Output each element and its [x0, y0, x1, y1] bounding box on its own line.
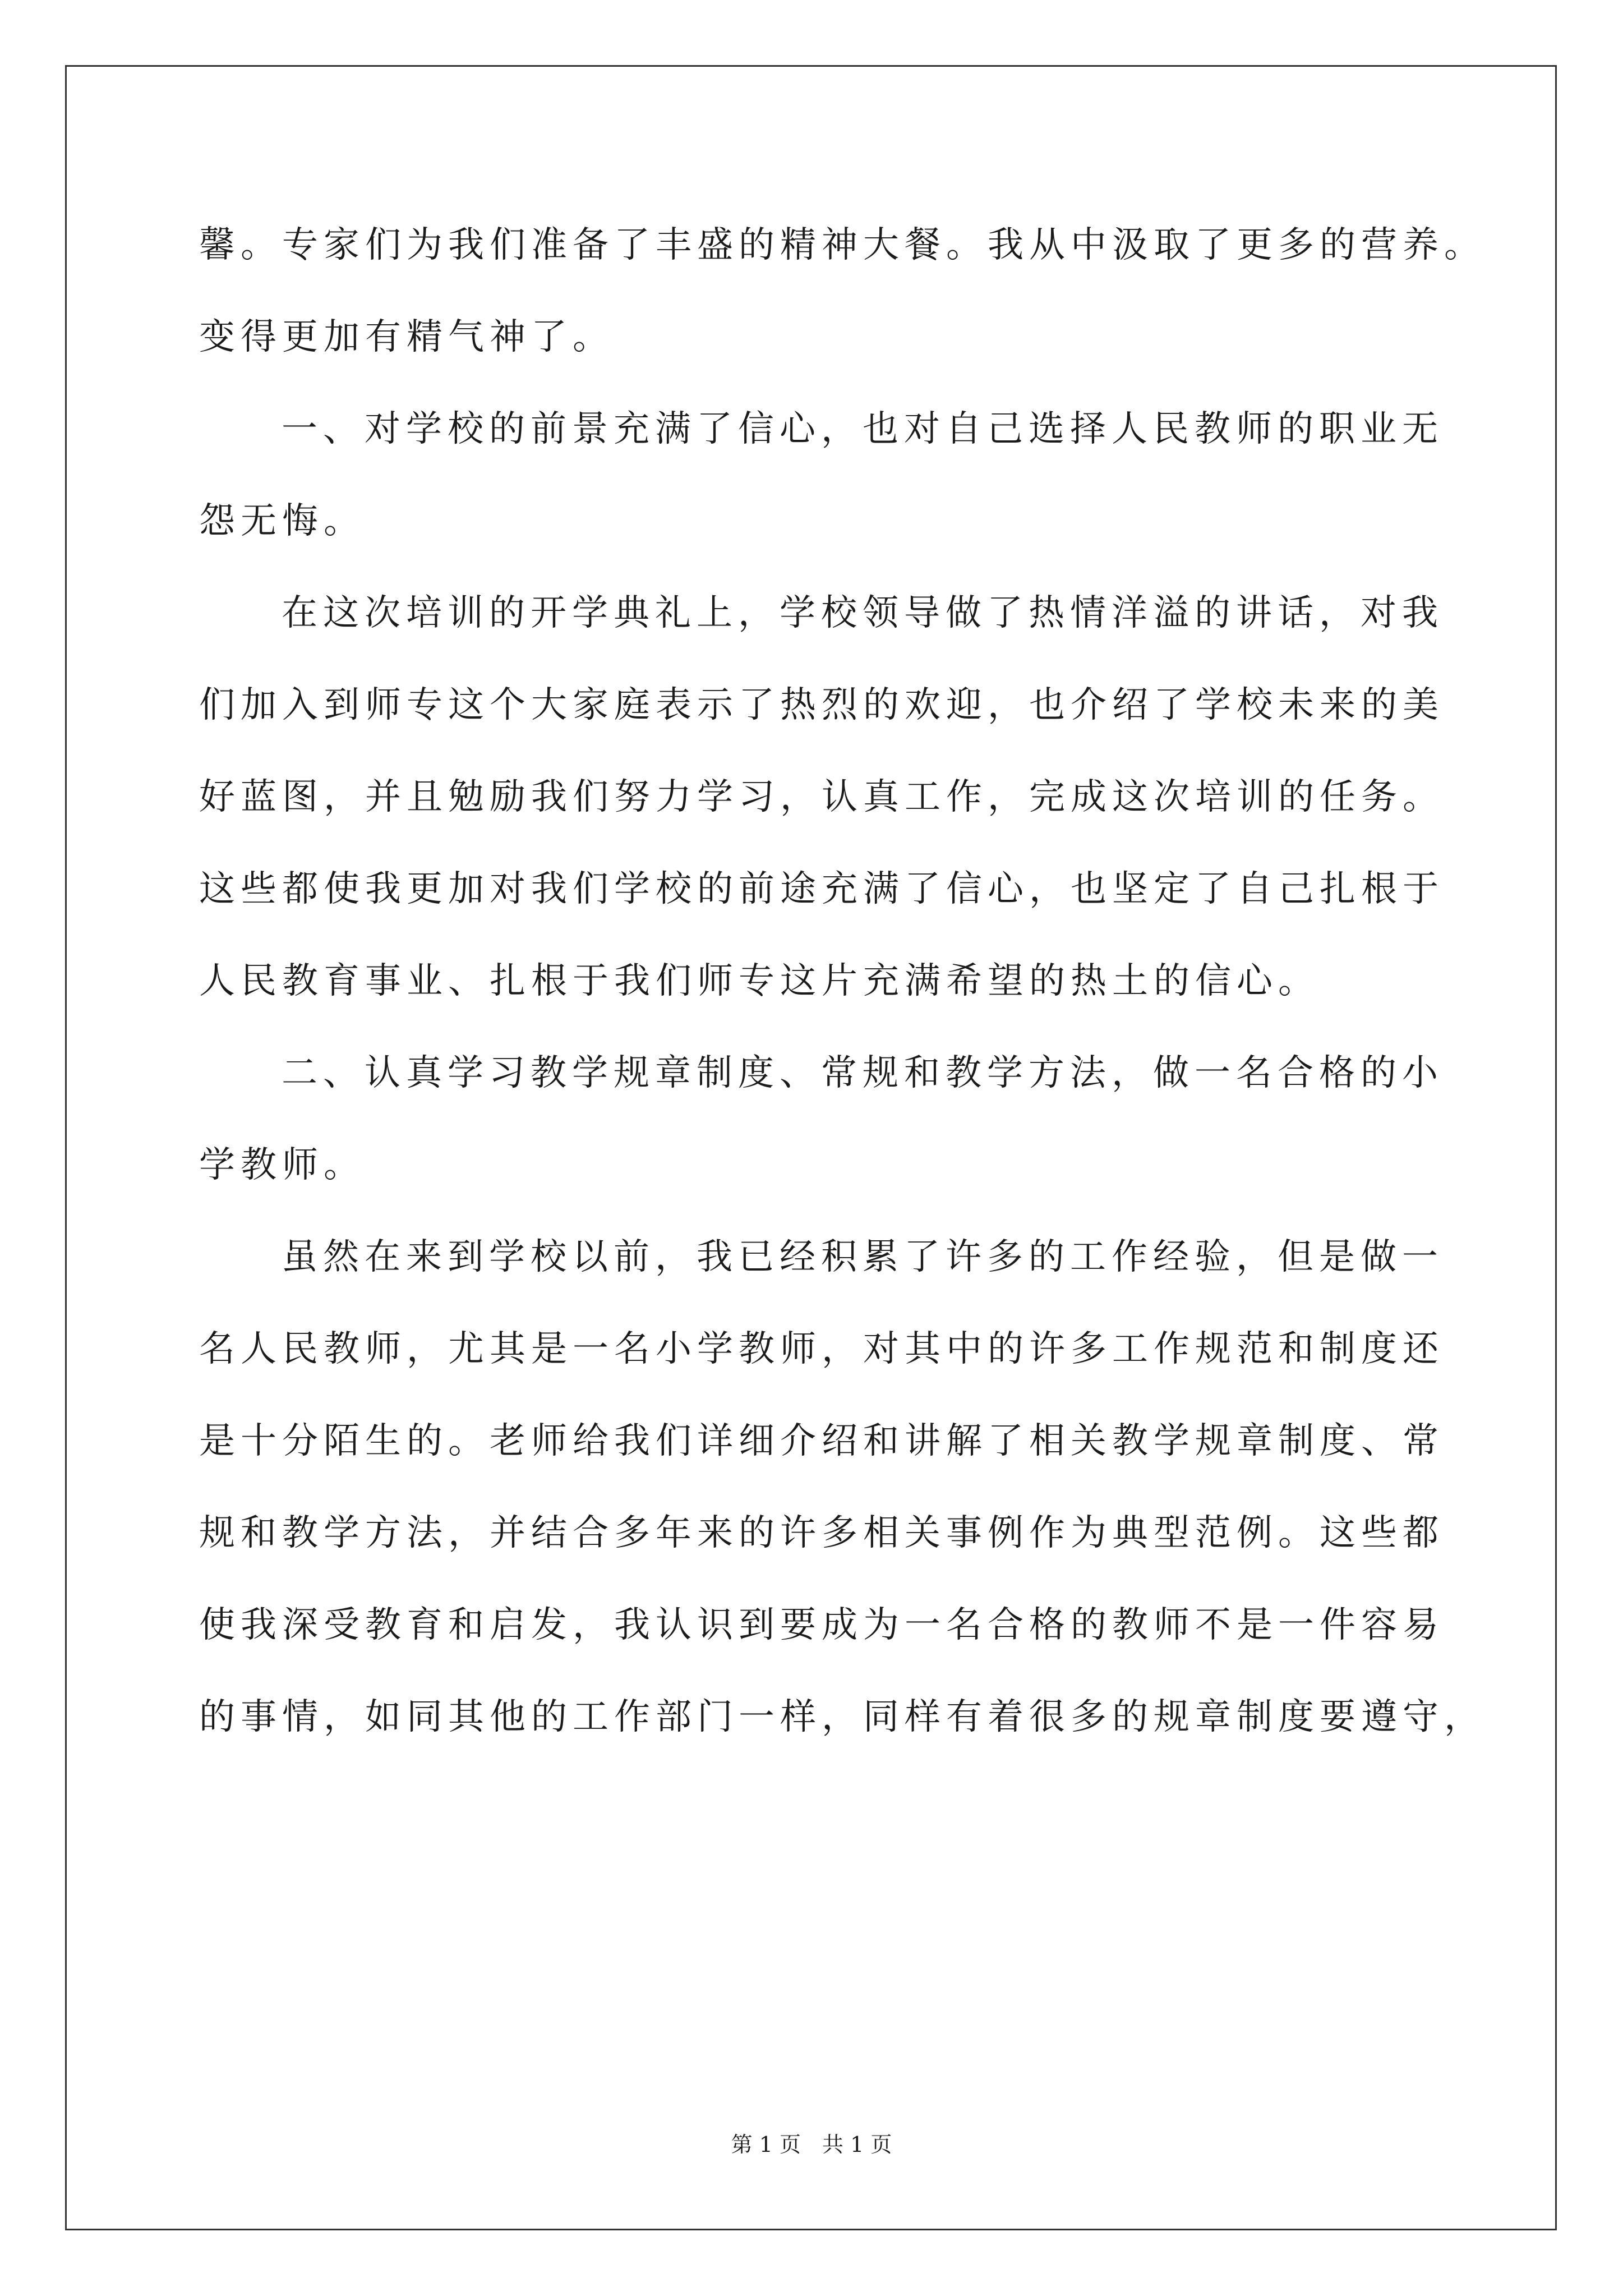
paragraph-start-line: 在这次培训的开学典礼上，学校领导做了热情洋溢的讲话，对我 — [282, 592, 1444, 634]
section-heading-line: 一、对学校的前景充满了信心，也对自己选择人民教师的职业无 — [282, 408, 1444, 450]
text-line: 怨无悔。 — [199, 500, 365, 542]
text-line: 们加入到师专这个大家庭表示了热烈的欢迎，也介绍了学校未来的美 — [199, 684, 1444, 726]
document-body — [199, 199, 1486, 1763]
text-line: 规和教学方法，并结合多年来的许多相关事例作为典型范例。这些都 — [199, 1512, 1444, 1554]
text-line: 使我深受教育和启发，我认识到要成为一名合格的教师不是一件容易 — [199, 1604, 1444, 1646]
text-line: 好蓝图，并且勉励我们努力学习，认真工作，完成这次培训的任务。 — [199, 776, 1444, 818]
page-footer — [0, 2127, 1623, 2158]
text-line: 学教师。 — [199, 1144, 365, 1186]
section-heading-line: 二、认真学习教学规章制度、常规和教学方法，做一名合格的小 — [282, 1052, 1444, 1094]
page-number-label: 第 1 页 共 1 页 — [731, 2132, 892, 2157]
text-line: 是十分陌生的。老师给我们详细介绍和讲解了相关教学规章制度、常 — [199, 1420, 1444, 1462]
text-line: 馨。专家们为我们准备了丰盛的精神大餐。我从中汲取了更多的营养。 — [199, 224, 1486, 266]
text-line: 人民教育事业、扎根于我们师专这片充满希望的热土的信心。 — [199, 960, 1320, 1002]
text-line: 名人民教师，尤其是一名小学教师，对其中的许多工作规范和制度还 — [199, 1328, 1444, 1370]
text-line: 的事情，如同其他的工作部门一样，同样有着很多的规章制度要遵守， — [199, 1696, 1486, 1738]
text-line: 变得更加有精气神了。 — [199, 316, 614, 358]
text-line: 这些都使我更加对我们学校的前途充满了信心，也坚定了自己扎根于 — [199, 868, 1444, 910]
paragraph-start-line: 虽然在来到学校以前，我已经积累了许多的工作经验，但是做一 — [282, 1236, 1444, 1278]
